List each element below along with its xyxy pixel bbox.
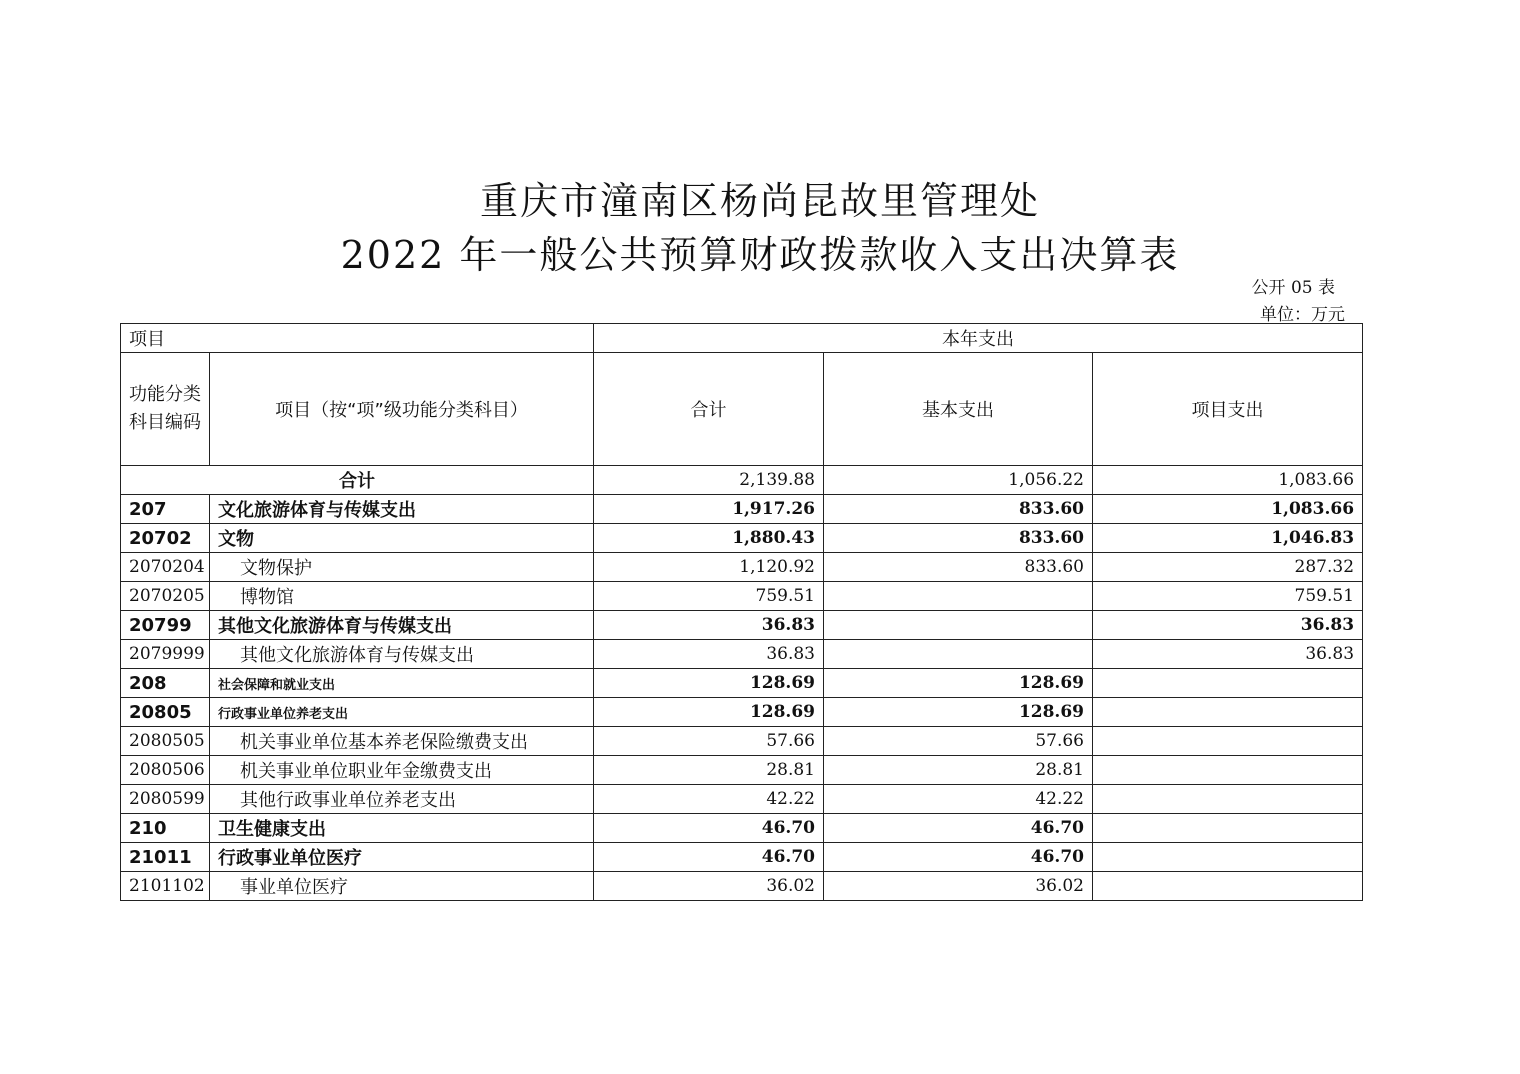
header-name: 项目（按“项”级功能分类科目） <box>210 353 594 466</box>
header-basic: 基本支出 <box>824 353 1093 466</box>
row-total: 1,917.26 <box>594 495 824 524</box>
header-code: 功能分类科目编码 <box>121 353 210 466</box>
row-code: 20805 <box>121 698 210 727</box>
total-basic: 1,056.22 <box>824 466 1093 495</box>
table-row <box>121 611 1363 640</box>
row-basic <box>824 582 1093 611</box>
row-basic: 128.69 <box>824 669 1093 698</box>
row-total: 128.69 <box>594 698 824 727</box>
row-name: 机关事业单位职业年金缴费支出 <box>210 756 594 785</box>
total-project: 1,083.66 <box>1093 466 1363 495</box>
row-name: 文物 <box>210 524 594 553</box>
row-basic: 46.70 <box>824 814 1093 843</box>
row-code: 20702 <box>121 524 210 553</box>
row-project <box>1093 843 1363 872</box>
row-basic: 28.81 <box>824 756 1093 785</box>
row-project <box>1093 814 1363 843</box>
row-code: 2101102 <box>121 872 210 901</box>
row-project: 759.51 <box>1093 582 1363 611</box>
row-project: 287.32 <box>1093 553 1363 582</box>
row-project: 1,046.83 <box>1093 524 1363 553</box>
row-total: 1,120.92 <box>594 553 824 582</box>
row-code: 2080506 <box>121 756 210 785</box>
row-code: 20799 <box>121 611 210 640</box>
row-project <box>1093 872 1363 901</box>
table-row <box>121 553 1363 582</box>
table-row <box>121 756 1363 785</box>
row-name: 卫生健康支出 <box>210 814 594 843</box>
table-row <box>121 582 1363 611</box>
row-code: 2080505 <box>121 727 210 756</box>
row-code: 2079999 <box>121 640 210 669</box>
table-row <box>121 640 1363 669</box>
total-label: 合计 <box>121 466 594 495</box>
row-code: 207 <box>121 495 210 524</box>
form-number: 公开 05 表 <box>1251 278 1335 298</box>
row-total: 46.70 <box>594 843 824 872</box>
document-title: 重庆市潼南区杨尚昆故里管理处 <box>479 179 1040 223</box>
header-project: 项目 <box>121 324 594 353</box>
row-project: 36.83 <box>1093 640 1363 669</box>
row-basic <box>824 640 1093 669</box>
row-project <box>1093 698 1363 727</box>
row-name: 社会保障和就业支出 <box>210 669 594 698</box>
row-code: 210 <box>121 814 210 843</box>
row-basic: 42.22 <box>824 785 1093 814</box>
row-basic: 833.60 <box>824 524 1093 553</box>
row-name: 文化旅游体育与传媒支出 <box>210 495 594 524</box>
row-name: 博物馆 <box>210 582 594 611</box>
row-project <box>1093 669 1363 698</box>
row-total: 42.22 <box>594 785 824 814</box>
row-total: 36.02 <box>594 872 824 901</box>
table-row <box>121 814 1363 843</box>
header-current-year-expense: 本年支出 <box>594 324 1363 353</box>
table-row <box>121 843 1363 872</box>
header-project-expense: 项目支出 <box>1093 353 1363 466</box>
row-project <box>1093 785 1363 814</box>
document-subtitle: 2022 年一般公共预算财政拨款收入支出决算表 <box>340 233 1180 277</box>
row-basic: 128.69 <box>824 698 1093 727</box>
row-basic: 833.60 <box>824 553 1093 582</box>
unit-label: 单位：万元 <box>1260 305 1345 325</box>
row-project: 36.83 <box>1093 611 1363 640</box>
row-code: 2070204 <box>121 553 210 582</box>
row-name: 其他文化旅游体育与传媒支出 <box>210 611 594 640</box>
row-project <box>1093 727 1363 756</box>
row-name: 行政事业单位医疗 <box>210 843 594 872</box>
row-total: 57.66 <box>594 727 824 756</box>
table-row <box>121 698 1363 727</box>
total-total: 2,139.88 <box>594 466 824 495</box>
row-total: 46.70 <box>594 814 824 843</box>
budget-table <box>120 323 1363 901</box>
table-row <box>121 872 1363 901</box>
row-name: 其他文化旅游体育与传媒支出 <box>210 640 594 669</box>
row-code: 208 <box>121 669 210 698</box>
row-code: 2070205 <box>121 582 210 611</box>
table-row <box>121 495 1363 524</box>
row-project: 1,083.66 <box>1093 495 1363 524</box>
row-code: 21011 <box>121 843 210 872</box>
total-row <box>121 466 1363 495</box>
row-total: 36.83 <box>594 611 824 640</box>
row-total: 28.81 <box>594 756 824 785</box>
header-total: 合计 <box>594 353 824 466</box>
row-name: 文物保护 <box>210 553 594 582</box>
row-basic: 36.02 <box>824 872 1093 901</box>
table-row <box>121 727 1363 756</box>
row-code: 2080599 <box>121 785 210 814</box>
row-basic: 833.60 <box>824 495 1093 524</box>
row-project <box>1093 756 1363 785</box>
row-total: 759.51 <box>594 582 824 611</box>
table-row <box>121 524 1363 553</box>
table-row <box>121 669 1363 698</box>
row-basic <box>824 611 1093 640</box>
row-name: 行政事业单位养老支出 <box>210 698 594 727</box>
row-total: 36.83 <box>594 640 824 669</box>
row-name: 机关事业单位基本养老保险缴费支出 <box>210 727 594 756</box>
row-name: 其他行政事业单位养老支出 <box>210 785 594 814</box>
row-name: 事业单位医疗 <box>210 872 594 901</box>
row-total: 1,880.43 <box>594 524 824 553</box>
table-row <box>121 785 1363 814</box>
row-basic: 57.66 <box>824 727 1093 756</box>
row-basic: 46.70 <box>824 843 1093 872</box>
row-total: 128.69 <box>594 669 824 698</box>
